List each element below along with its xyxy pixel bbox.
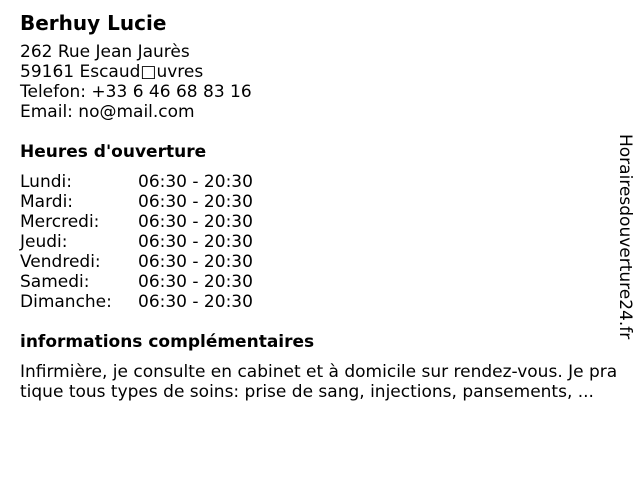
hours-row-friday bbox=[20, 252, 620, 272]
hours-time: 06:30 - 20:30 bbox=[138, 252, 253, 272]
hours-row-wednesday bbox=[20, 212, 620, 232]
hours-heading: Heures d'ouverture bbox=[20, 142, 207, 162]
email-address: Email: no@mail.com bbox=[20, 102, 195, 122]
hours-day: Dimanche: bbox=[20, 292, 112, 312]
hours-day: Mercredi: bbox=[20, 212, 100, 232]
hours-row-tuesday bbox=[20, 192, 620, 212]
hours-table bbox=[20, 172, 620, 312]
contact-block bbox=[20, 42, 620, 122]
hours-day: Mardi: bbox=[20, 192, 74, 212]
hours-time: 06:30 - 20:30 bbox=[138, 292, 253, 312]
hours-day: Lundi: bbox=[20, 172, 72, 192]
hours-time: 06:30 - 20:30 bbox=[138, 212, 253, 232]
info-heading: informations complémentaires bbox=[20, 332, 315, 352]
hours-row-saturday bbox=[20, 272, 620, 292]
hours-time: 06:30 - 20:30 bbox=[138, 192, 253, 212]
hours-time: 06:30 - 20:30 bbox=[138, 272, 253, 292]
business-name: Berhuy Lucie bbox=[20, 11, 167, 35]
business-card bbox=[20, 10, 620, 402]
info-text: Infirmière, je consulte en cabinet et à domicile sur rendez-vous. Je pratique tous types de soins: prise de sang, injections, pansements, ... bbox=[20, 362, 618, 402]
phone-number: Telefon: +33 6 46 68 83 16 bbox=[20, 82, 252, 102]
hours-day: Vendredi: bbox=[20, 252, 101, 272]
street-address: 262 Rue Jean Jaurès bbox=[20, 42, 190, 62]
hours-row-sunday bbox=[20, 292, 620, 312]
site-watermark: Horairesdouverture24.fr bbox=[615, 134, 635, 340]
hours-time: 06:30 - 20:30 bbox=[138, 172, 253, 192]
hours-time: 06:30 - 20:30 bbox=[138, 232, 253, 252]
hours-row-monday bbox=[20, 172, 620, 192]
hours-day: Jeudi: bbox=[20, 232, 68, 252]
hours-row-thursday bbox=[20, 232, 620, 252]
city-address: 59161 Escaud□uvres bbox=[20, 62, 204, 82]
hours-day: Samedi: bbox=[20, 272, 90, 292]
